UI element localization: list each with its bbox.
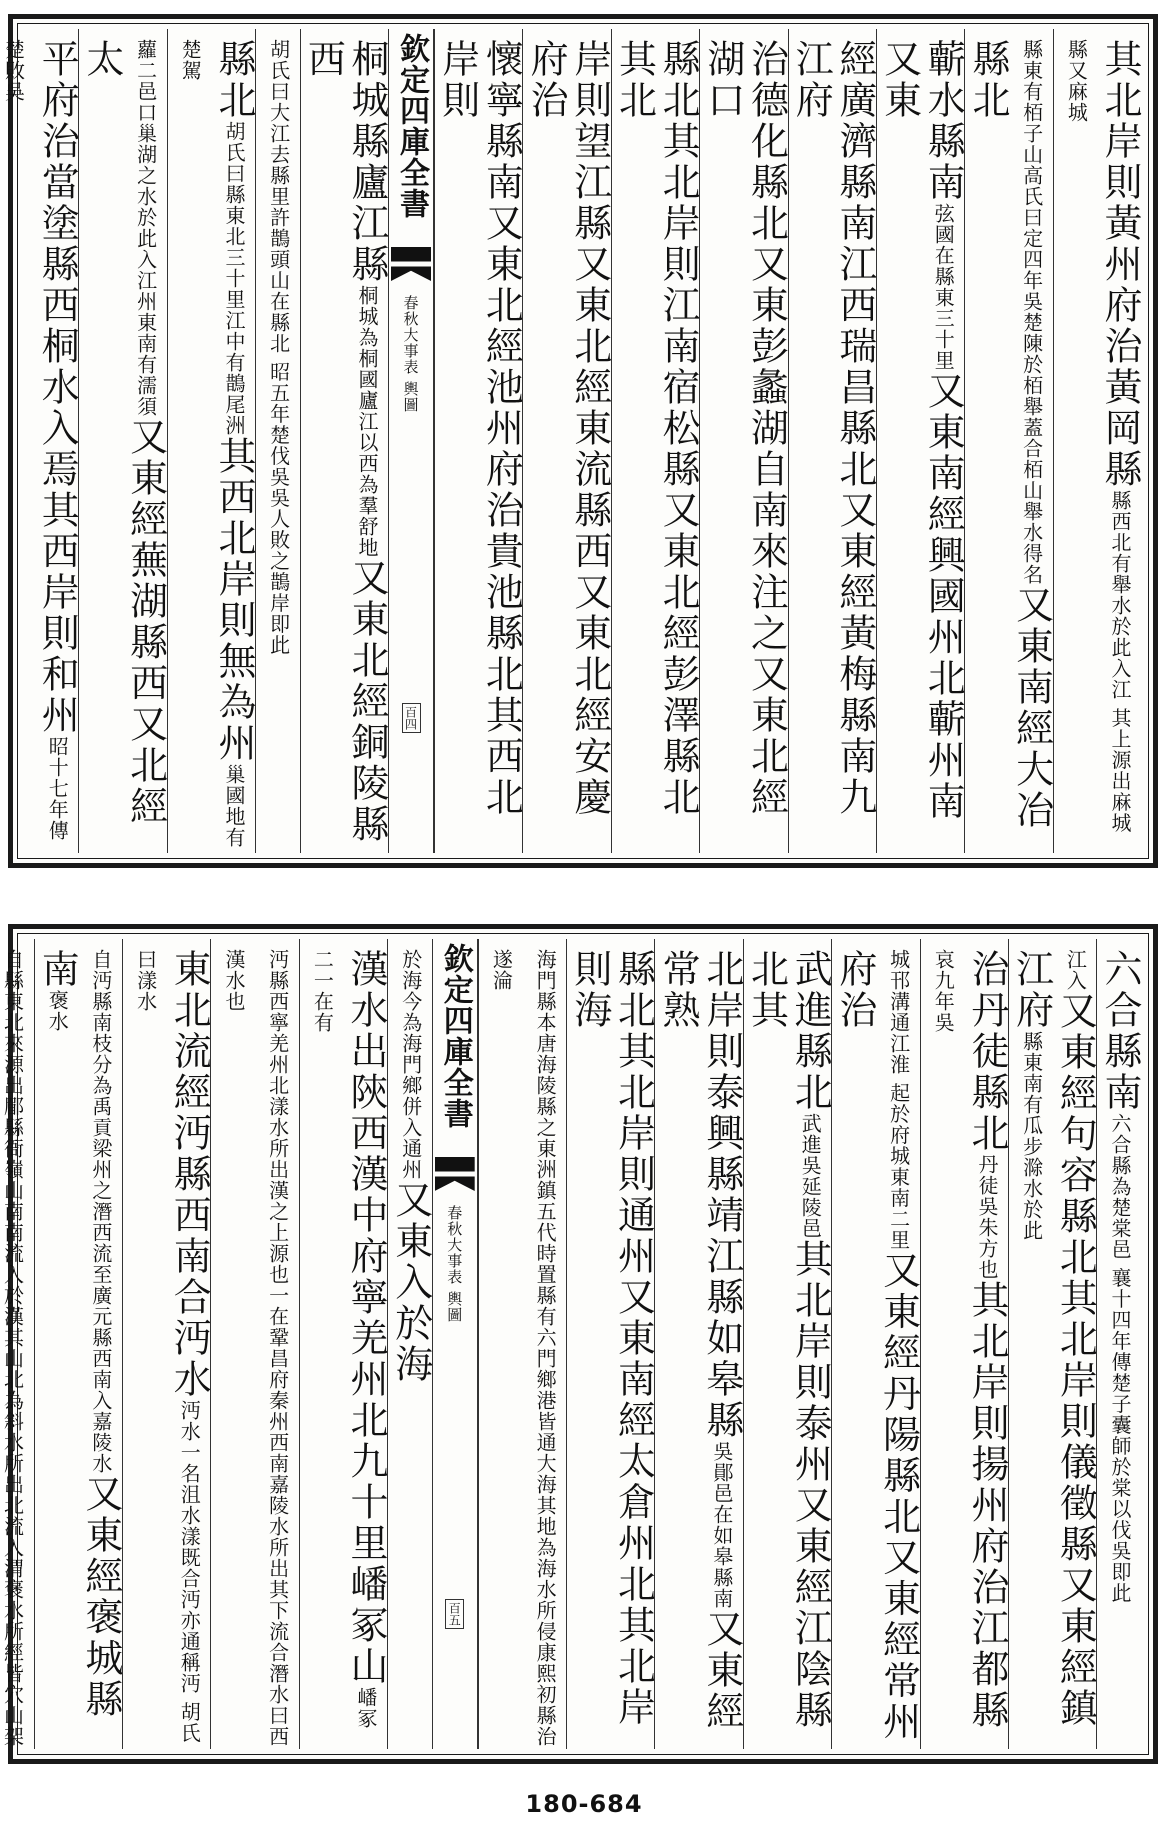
bottom-column-4: 城邗溝通江淮 起於府城東南二里又東經丹陽縣北又東經常州府治 [831, 939, 919, 1749]
top-column-11: 縣北胡氏曰縣東北三十里江中有鵲尾洲其西北岸則無為州巢國地有楚駕 [167, 29, 255, 853]
top-column-10: 胡氏曰大江去縣里許鵲頭山在縣北 昭五年楚伐吳吳人敗之鵲岸即此 [255, 29, 300, 853]
bottom-column-5: 武進縣北武進吳延陵邑其北岸則泰州又東經江陰縣北其 [743, 939, 831, 1749]
top-column-6: 縣北其北岸則江南宿松縣又東北經彭澤縣北其北 [611, 29, 699, 853]
bottom-center-band [432, 939, 478, 1749]
top-column-3: 蘄水縣南弦國在縣東三十里又東南經興國州北蘄州南又東 [876, 29, 964, 853]
fish-tail-mark-icon [435, 1157, 475, 1191]
fish-tail-mark-icon [391, 247, 431, 281]
top-column-4: 經廣濟縣南江西瑞昌縣北又東經黃梅縣南九江府 [788, 29, 876, 853]
bottom-column-7: 縣北其北岸則通州又東南經太倉州北其北岸則海 [566, 939, 654, 1749]
frame-number: 180-684 [525, 1790, 643, 1818]
top-page [1, 14, 1158, 868]
top-column-2: 縣東有栢子山高氏曰定四年吳楚陳於栢舉蓋合栢山舉水得名又東南經大冶縣北 [964, 29, 1052, 853]
bottom-column-2: 江入又東經句容縣北其北岸則儀徵縣又東經鎮江府縣東南有瓜步滁水於此 [1008, 939, 1096, 1749]
book-subtitle: 春秋大事表 輿圖 [401, 295, 420, 413]
top-column-7: 岸則望江縣又東北經東流縣西又東北經安慶府治 [522, 29, 610, 853]
bottom-column-6: 北岸則泰興縣靖江縣如皋縣吳鄖邑在如皋縣南又東經常熟 [654, 939, 742, 1749]
bottom-column-11: 沔縣西寧羌州北漾水所出漢之上源也一在鞏昌府秦州西南嘉陵水所出其下流合潛水曰西漢水也 [210, 939, 298, 1749]
top-column-12: 蘿二邑口巢湖之水於此入江州東南有濡須又東經蕪湖縣西又北經太 [78, 29, 166, 853]
bottom-column-3: 治丹徒縣北丹徒吳朱方也其北岸則揚州府治江都縣哀九年吳 [920, 939, 1008, 1749]
top-column-8: 懷寧縣南又東北經池州府治貴池縣北其西北岸則 [434, 29, 522, 853]
page-marker: 百五 [445, 1599, 464, 1629]
book-title: 欽定四庫全書 [394, 33, 429, 219]
top-column-13: 平府治當塗縣西桐水入焉其西岸則和州昭十七年傳楚敗吳 [0, 29, 78, 853]
bottom-column-14: 自縣東北來源出郿縣衙嶺山南南流入於漢其山北為斜水所出北流入渭褒水所經皆穴山架 [0, 939, 34, 1749]
bottom-column-10: 漢水出陝西漢中府寧羌州北九十里嶓冢山嶓冢二一在有 [299, 939, 387, 1749]
book-subtitle: 春秋大事表 輿圖 [445, 1205, 464, 1323]
book-title: 欽定四庫全書 [437, 943, 473, 1129]
bottom-column-8: 海門縣本唐海陵縣之東洲鎮五代時置縣有六門鄉港皆通大海其地為海水所侵康熙初縣治遂淪 [478, 939, 566, 1749]
top-column-1: 其北岸則黃州府治黃岡縣縣西北有舉水於此入江 其上源出麻城縣又麻城 [1053, 29, 1141, 853]
bottom-page [0, 924, 1158, 1764]
page-marker: 百四 [402, 703, 421, 733]
top-column-5: 治德化縣北又東彭蠡湖自南來注之又東北經湖口 [699, 29, 787, 853]
bottom-column-9: 於海今為海門鄉併入通州又東入於海 [387, 939, 432, 1749]
top-column-9: 桐城縣廬江縣桐城為桐國廬江以西為羣舒地又東北經銅陵縣西 [300, 29, 388, 853]
bottom-column-1: 六合縣南六合縣為楚棠邑 襄十四年傳楚子囊師於棠以伐吳即此 [1096, 939, 1141, 1749]
top-center-band [388, 29, 434, 853]
bottom-column-13: 自沔縣南枝分為禹貢梁州之潛西流至廣元縣西南入嘉陵水又東經褒城縣南褒水 [34, 939, 122, 1749]
bottom-column-12: 東北流經沔縣西南合沔水沔水一名沮水漾既合沔亦通稱沔 胡氏曰漾水 [122, 939, 210, 1749]
